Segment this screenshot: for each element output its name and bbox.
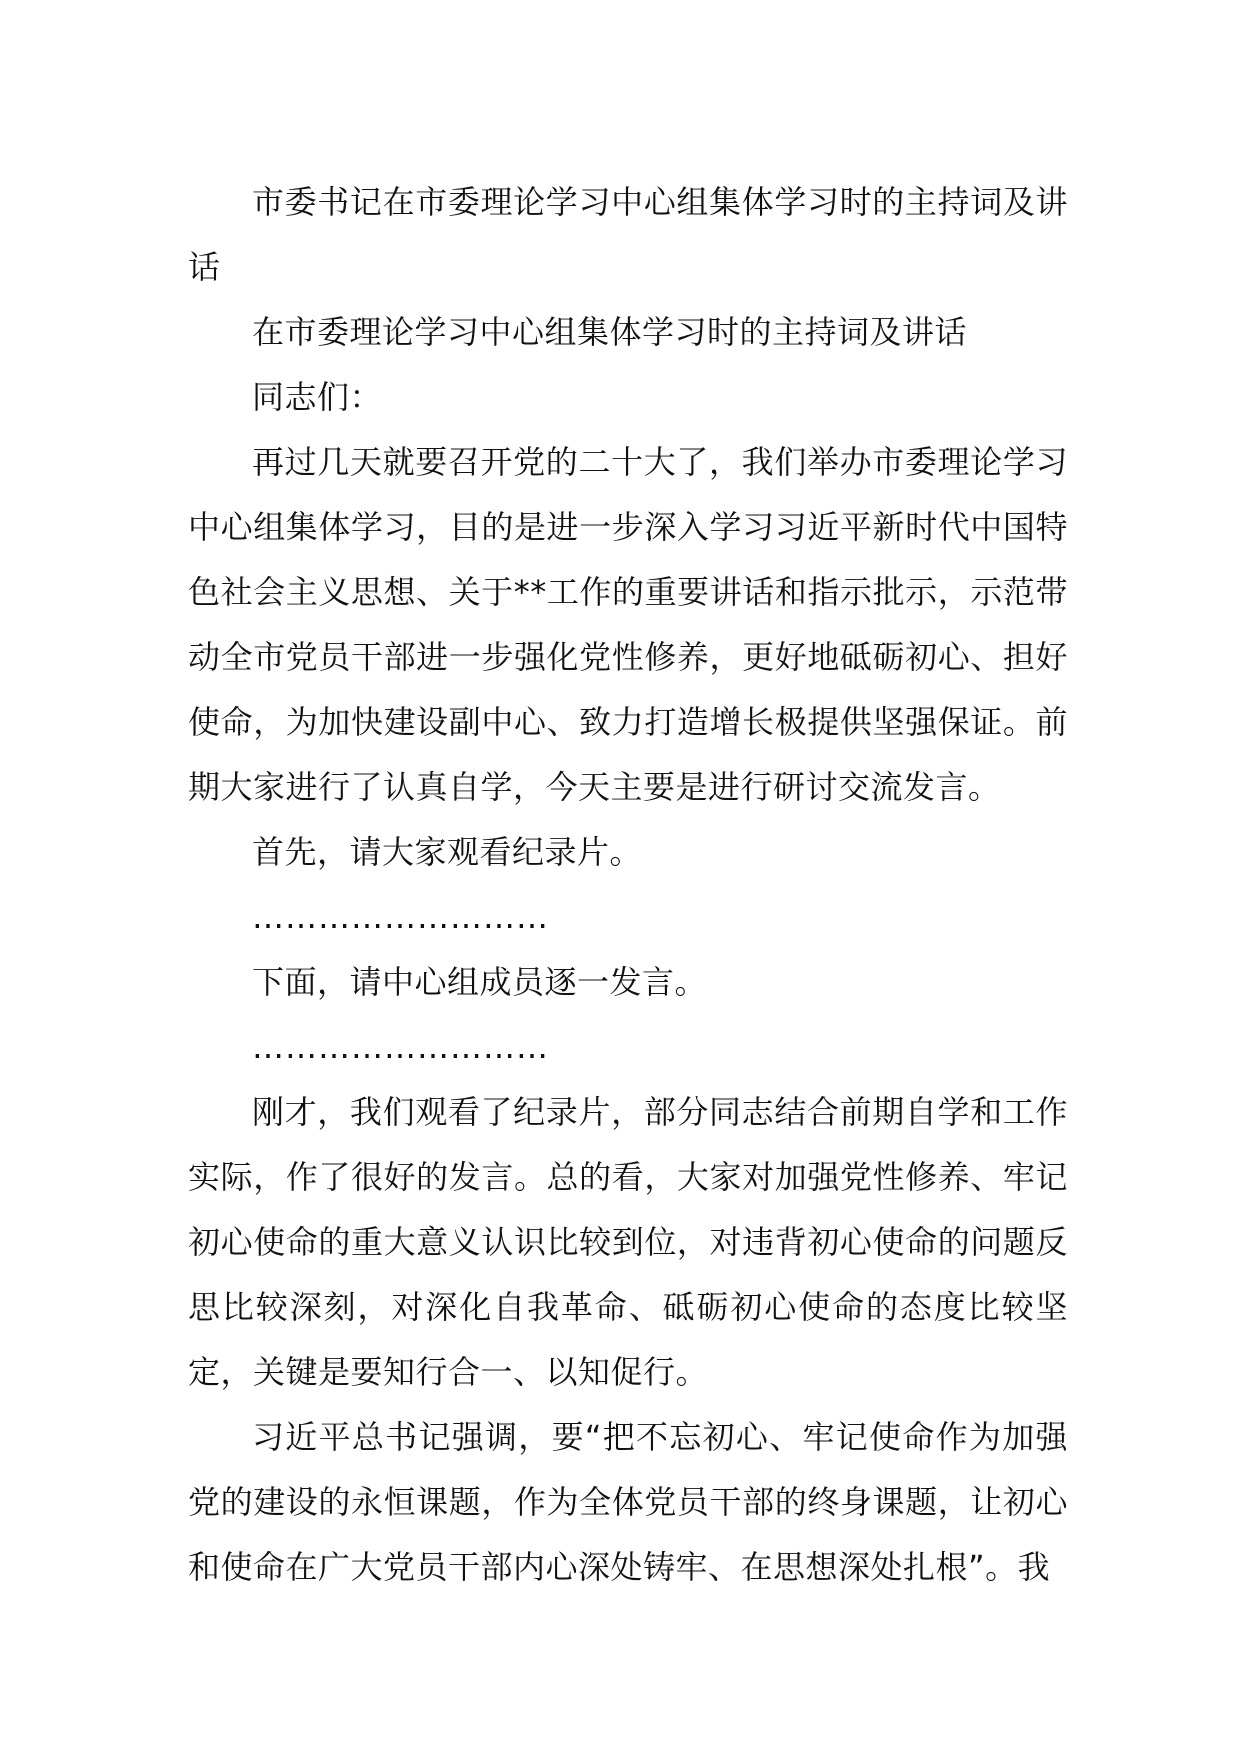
paragraph-opening: 再过几天就要召开党的二十大了，我们举办市委理论学习中心组集体学习，目的是进一步深入学习习近平新时代中国特色社会主义思想、关于**工作的重要讲话和指示批示，示范带动全市党员干部进一步强化党性修养，更好地砥砺初心、担好使命，为加快建设副中心、致力打造增长极提供坚强保证。前期大家进行了认真自学，今天主要是进行研讨交流发言。 bbox=[188, 443, 1068, 806]
paragraph-speeches: 下面，请中心组成员逐一发言。 bbox=[252, 963, 708, 1001]
paragraph-summary: 刚才，我们观看了纪录片，部分同志结合前期自学和工作实际，作了很好的发言。总的看，大家对加强党性修养、牢记初心使命的重大意义认识比较到位，对违背初心使命的问题反思比较深刻，对深化自我革命、砥砺初心使命的态度比较坚定，关键是要知行合一、以知促行。 bbox=[188, 1093, 1068, 1391]
salutation: 同志们： bbox=[252, 378, 383, 416]
document-title: 市委书记在市委理论学习中心组集体学习时的主持词及讲话 bbox=[188, 183, 1068, 286]
ellipsis-separator: ……………………… bbox=[252, 1028, 549, 1066]
document-subtitle: 在市委理论学习中心组集体学习时的主持词及讲话 bbox=[252, 313, 968, 351]
ellipsis-separator: ……………………… bbox=[252, 898, 549, 936]
paragraph-documentary: 首先，请大家观看纪录片。 bbox=[252, 833, 643, 871]
paragraph-quote: 习近平总书记强调，要“把不忘初心、牢记使命作为加强党的建设的永恒课题，作为全体党员干部的终身课题，让初心和使命在广大党员干部内心深处铸牢、在思想深处扎根”。我 bbox=[188, 1418, 1068, 1586]
document-body bbox=[188, 170, 1068, 1600]
